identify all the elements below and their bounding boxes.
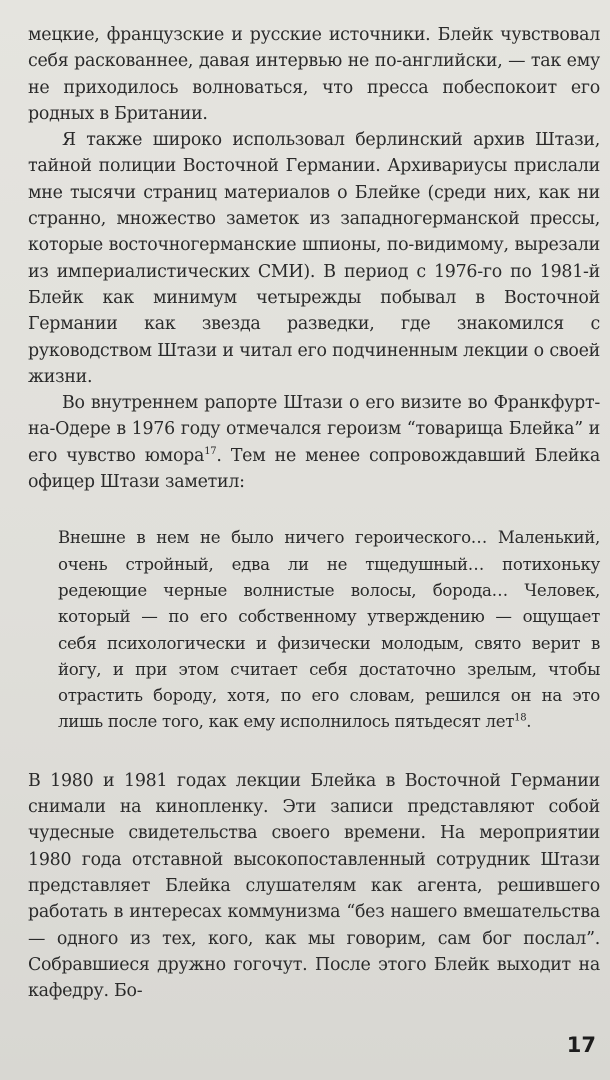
paragraph-continuation: мецкие, французские и русские источники. Блейк чувствовал себя раскованнее, давая интервью не по-английски, — так ему не приходилось волноваться, что пресса побеспокоит его родных в Британии. xyxy=(28,25,600,124)
paragraph-stasi-archive: Я также широко использовал берлинский архив Штази, тайной полиции Восточной Германии. Архивариусы прислали мне тысячи страниц материалов о Блейке (среди них, как ни странно, множество заметок из западногерманской прессы, которые восточногерманские шпионы, по-видимому, вырезали из империалистических СМИ). В период с 1976-го по 1981-й Блейк как минимум четырежды побывал в Восточной Германии как звезда разведки, где знакомился с руководством Штази и читал его подчиненным лекции о своей жизни. xyxy=(28,130,600,387)
block-quote-text: Внешне в нем не было ничего героического… Маленький, очень стройный, едва ли не тщедушный… потихоньку редеющие черные волнистые волосы, борода… Человек, который — по его собственному утверждению — ощущает себя психологически и физически молодым, свято верит в йогу, и при этом считает себя достаточно зрелым, чтобы отрастить бороду, хотя, по его словам, решился он на это лишь после того, как ему исполнилось пятьдесят лет xyxy=(58,528,600,732)
footnote-ref-18[interactable]: 18 xyxy=(514,712,527,724)
block-quote-tail: . xyxy=(526,712,532,732)
page-number: 17 xyxy=(566,1033,596,1057)
paragraph-lectures: В 1980 и 1981 годах лекции Блейка в Восточной Германии снимали на кинопленку. Эти записи представляют собой чудесные свидетельства своего времени. На мероприятии 1980 года отставной высокопоставленный сотрудник Штази представляет Блейка слушателям как агента, решившего работать в интересах коммунизма “без нашего вмешательства — одного из тех, кого, как мы говорим, сам бог послал”. Собравшиеся дружно гогочут. После этого Блейк выходит на кафедру. Бо- xyxy=(28,770,600,1002)
paragraph-stasi-report xyxy=(28,390,600,495)
paragraph-stasi-report-tail: . Тем не менее сопровождавший Блейка офицер Штази заметил: xyxy=(28,445,600,493)
footnote-ref-17[interactable]: 17 xyxy=(204,445,217,457)
paragraph-stasi-report-text: Во внутреннем рапорте Штази о его визите во Франкфурт-на-Одере в 1976 году отмечался героизм “товарища Блейка” и его чувство юмора xyxy=(28,393,600,466)
book-page xyxy=(28,22,600,1004)
block-quote xyxy=(58,525,600,735)
